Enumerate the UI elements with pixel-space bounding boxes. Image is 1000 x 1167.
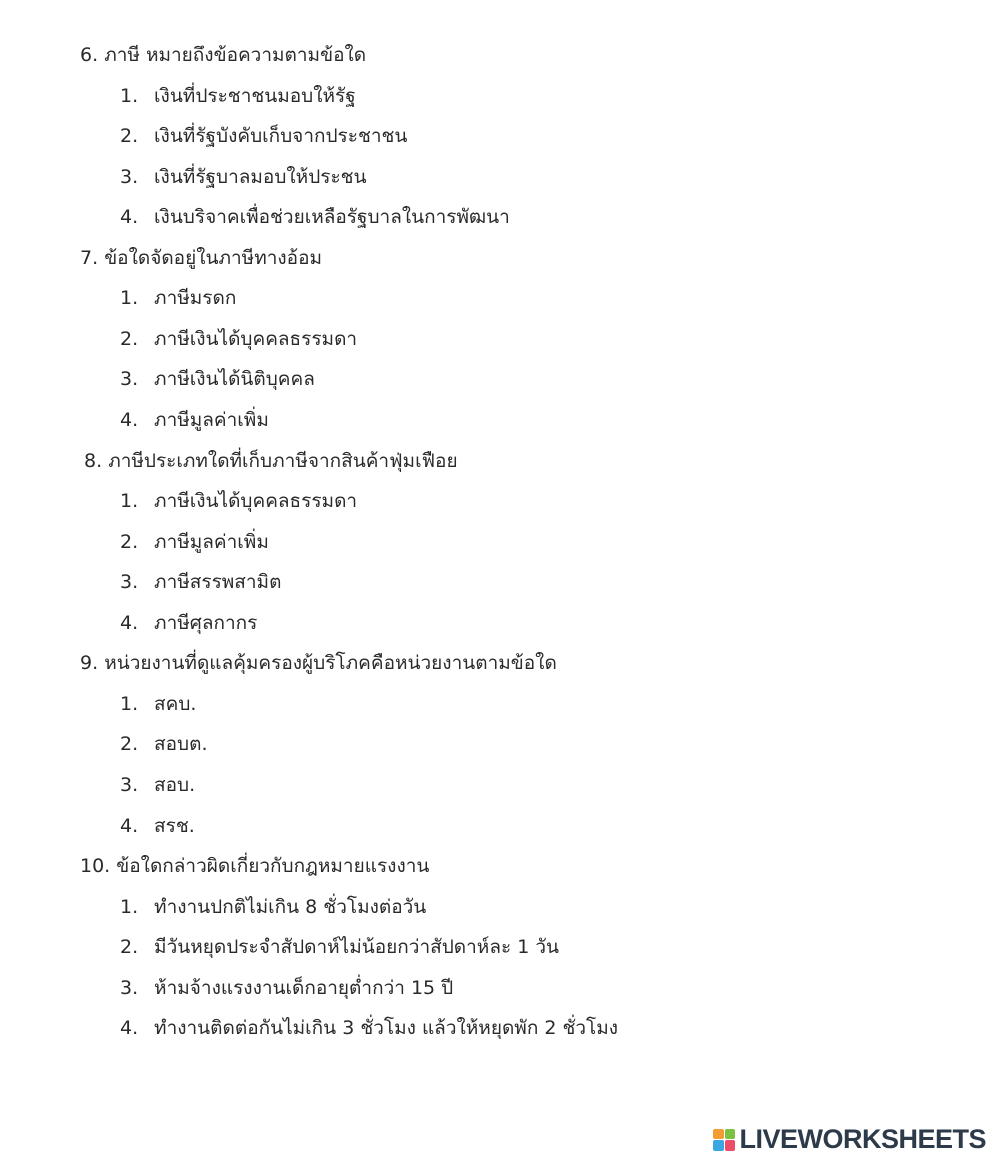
option-text: สอบต. [154, 733, 208, 755]
option-number: 2. [120, 531, 139, 553]
liveworksheets-logo [713, 1124, 986, 1155]
option-10-3 [120, 975, 453, 1001]
question-7 [80, 245, 322, 271]
option-8-4 [120, 610, 257, 636]
option-number: 4. [120, 409, 139, 431]
question-number: 10. [80, 855, 111, 877]
option-7-2 [120, 326, 357, 352]
question-text: ข้อใดจัดอยู่ในภาษีทางอ้อม [104, 247, 323, 269]
option-number: 1. [120, 896, 139, 918]
option-10-4 [120, 1015, 618, 1041]
option-6-1 [120, 83, 356, 109]
option-number: 4. [120, 815, 139, 837]
option-number: 3. [120, 571, 139, 593]
question-text: ภาษี หมายถึงข้อความตามข้อใด [104, 44, 367, 66]
option-text: ภาษีมรดก [154, 287, 237, 309]
question-number: 7. [80, 247, 99, 269]
option-text: ห้ามจ้างแรงงานเด็กอายุต่ำกว่า 15 ปี [154, 977, 454, 999]
option-6-4 [120, 204, 510, 230]
option-number: 2. [120, 936, 139, 958]
logo-text: LIVEWORKSHEETS [739, 1124, 986, 1154]
option-number: 1. [120, 693, 139, 715]
option-text: ภาษีสรรพสามิต [154, 571, 282, 593]
option-8-1 [120, 488, 357, 514]
option-7-4 [120, 407, 269, 433]
option-8-2 [120, 529, 269, 555]
logo-tile-e [725, 1140, 736, 1151]
question-number: 9. [80, 652, 99, 674]
option-8-3 [120, 569, 281, 595]
option-text: สรช. [154, 815, 195, 837]
logo-tile-i [725, 1129, 736, 1140]
option-text: ภาษีเงินได้บุคคลธรรมดา [154, 490, 358, 512]
question-6 [80, 42, 366, 68]
option-6-3 [120, 164, 367, 190]
question-10 [80, 853, 429, 879]
option-10-2 [120, 934, 559, 960]
option-text: ภาษีมูลค่าเพิ่ม [154, 531, 269, 553]
option-text: สคบ. [154, 693, 197, 715]
option-number: 3. [120, 977, 139, 999]
option-text: เงินที่รัฐบาลมอบให้ประชน [154, 166, 367, 188]
option-number: 3. [120, 774, 139, 796]
option-number: 4. [120, 612, 139, 634]
question-text: ภาษีประเภทใดที่เก็บภาษีจากสินค้าฟุ่มเฟือย [108, 450, 458, 472]
option-number: 2. [120, 328, 139, 350]
option-9-3 [120, 772, 195, 798]
option-9-2 [120, 731, 208, 757]
question-text: ข้อใดกล่าวผิดเกี่ยวกับกฎหมายแรงงาน [116, 855, 430, 877]
option-10-1 [120, 894, 426, 920]
question-number: 8. [84, 450, 103, 472]
option-text: มีวันหยุดประจำสัปดาห์ไม่น้อยกว่าสัปดาห์ละ 1 วัน [154, 936, 560, 958]
option-6-2 [120, 123, 407, 149]
logo-mark-icon [713, 1129, 735, 1151]
question-9 [80, 650, 557, 676]
option-7-3 [120, 366, 315, 392]
option-number: 1. [120, 490, 139, 512]
option-number: 1. [120, 287, 139, 309]
question-text: หน่วยงานที่ดูแลคุ้มครองผู้บริโภคคือหน่วยงานตามข้อใด [104, 652, 557, 674]
option-text: เงินบริจาคเพื่อช่วยเหลือรัฐบาลในการพัฒนา [154, 206, 510, 228]
option-text: ทำงานปกติไม่เกิน 8 ชั่วโมงต่อวัน [154, 896, 427, 918]
option-number: 4. [120, 206, 139, 228]
option-text: เงินที่รัฐบังคับเก็บจากประชาชน [154, 125, 408, 147]
option-text: เงินที่ประชาชนมอบให้รัฐ [154, 85, 356, 107]
option-number: 2. [120, 125, 139, 147]
option-9-1 [120, 691, 196, 717]
option-number: 1. [120, 85, 139, 107]
option-number: 4. [120, 1017, 139, 1039]
option-text: ภาษีเงินได้บุคคลธรรมดา [154, 328, 358, 350]
option-text: ภาษีมูลค่าเพิ่ม [154, 409, 269, 431]
option-text: ภาษีเงินได้นิติบุคคล [154, 368, 315, 390]
option-number: 3. [120, 368, 139, 390]
option-7-1 [120, 285, 236, 311]
option-number: 3. [120, 166, 139, 188]
option-number: 2. [120, 733, 139, 755]
question-8 [84, 448, 458, 474]
logo-tile-l [713, 1129, 724, 1140]
question-number: 6. [80, 44, 99, 66]
logo-tile-v [713, 1140, 724, 1151]
option-9-4 [120, 813, 195, 839]
option-text: ทำงานติดต่อกันไม่เกิน 3 ชั่วโมง แล้วให้หยุดพัก 2 ชั่วโมง [154, 1017, 619, 1039]
option-text: สอบ. [154, 774, 196, 796]
option-text: ภาษีศุลกากร [154, 612, 258, 634]
